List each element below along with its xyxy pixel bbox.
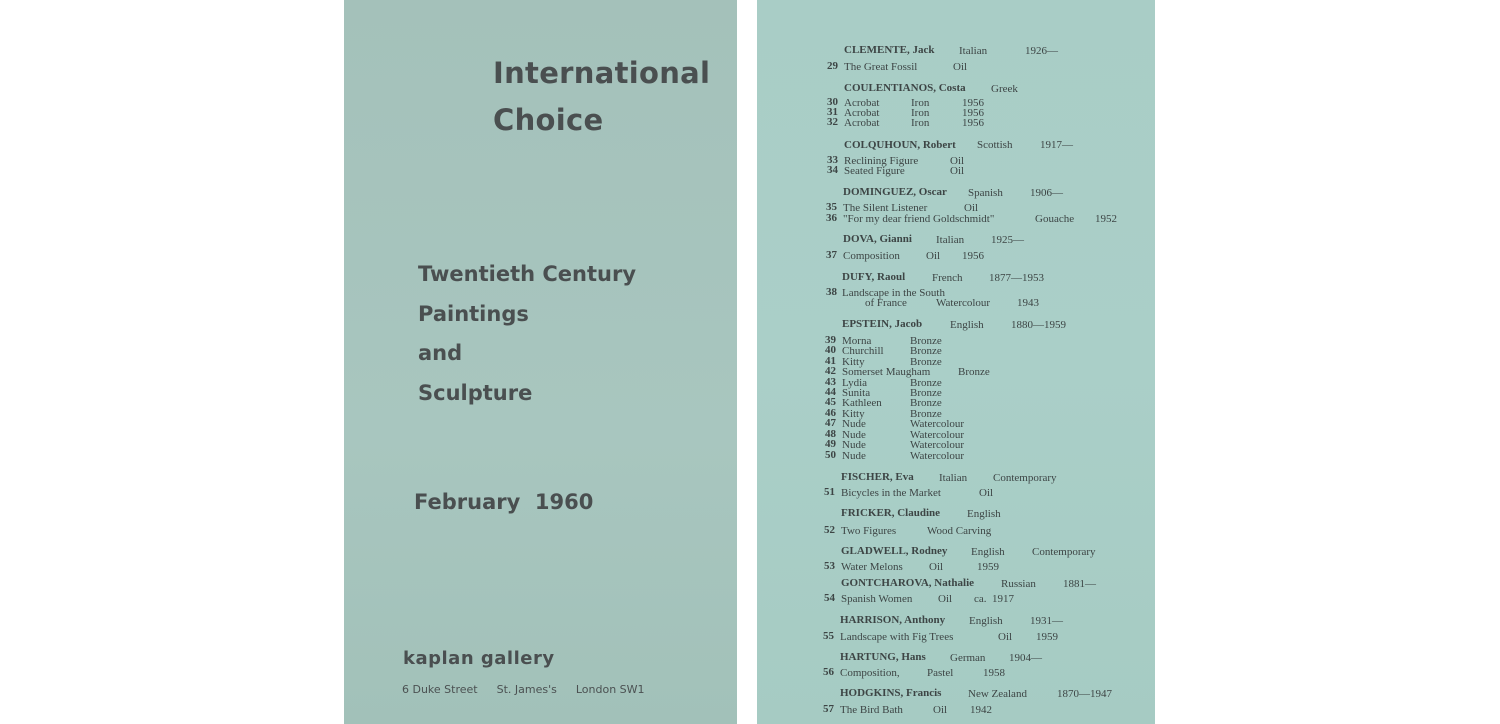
work-title: Kathleen [842,397,882,409]
work-title: Acrobat [844,117,880,129]
artist-nationality: New Zealand [968,688,1027,700]
cover-subtitle-line3: and [418,341,463,365]
work-title: Nude [842,429,866,441]
work-medium: Oil [933,704,948,716]
artist-nationality: Spanish [968,187,1003,199]
work-number: 34 [827,164,838,176]
artist-name: GLADWELL, Rodney [841,545,948,557]
work-number: 36 [826,212,837,224]
address-city: London SW1 [575,683,645,696]
work-number: 31 [827,106,838,118]
work-medium: Oil [998,631,1013,643]
work-number: 41 [825,355,836,367]
artist-name: DOMINGUEZ, Oscar [843,186,947,198]
artist-nationality: English [969,615,1003,627]
work-year: 1959 [1036,631,1058,643]
cover-date: February 1960 [414,490,594,514]
work-year: 1958 [983,667,1005,679]
artist-name: DUFY, Raoul [842,271,906,283]
work-title: Bicycles in the Market [841,487,941,499]
work-medium: Watercolour [910,418,965,430]
work-title: Nude [842,439,866,451]
work-medium: Iron [911,117,930,129]
cover-title-line2: Choice [493,103,604,137]
work-title: Two Figures [841,525,897,537]
gallery-address [402,683,645,696]
artist-nationality: Italian [959,45,988,57]
work-title: Kitty [842,408,865,420]
work-medium: Watercolour [936,297,991,309]
artist-dates: 1904— [1009,652,1042,664]
work-year: 1959 [977,561,999,573]
work-number: 47 [825,417,836,429]
artist-name: CLEMENTE, Jack [844,44,935,56]
work-number: 42 [825,365,836,377]
cover-subtitle-line2: Paintings [418,302,529,326]
work-number: 50 [825,449,836,461]
work-title: Acrobat [844,107,880,119]
artist-dates: Contemporary [1032,546,1096,558]
work-title: Composition [843,250,900,262]
work-title: Landscape in the South [842,287,945,299]
artist-dates: 1917— [1040,139,1073,151]
work-medium: Oil [929,561,944,573]
work-medium: Oil [950,165,965,177]
work-title: Landscape with Fig Trees [840,631,954,643]
artist-name: HARTUNG, Hans [840,651,926,663]
artist-dates: 1880—1959 [1011,319,1066,331]
work-medium: Wood Carving [927,525,992,537]
artist-dates: 1877—1953 [989,272,1044,284]
work-number: 55 [823,630,834,642]
work-number: 35 [826,201,837,213]
work-title: Nude [842,418,866,430]
gallery-name: kaplan gallery [403,648,555,669]
work-number: 51 [824,486,835,498]
work-number: 56 [823,666,834,678]
work-medium: Bronze [910,397,942,409]
artist-nationality: Italian [936,234,965,246]
work-medium: Oil [926,250,941,262]
cover-title-line1: International [493,56,711,90]
work-title: Sunita [842,387,871,399]
artist-nationality: Scottish [977,139,1013,151]
artist-nationality: English [950,319,984,331]
work-medium: Bronze [910,345,942,357]
artist-nationality: French [932,272,963,284]
work-title: Water Melons [841,561,903,573]
work-title: Somerset Maugham [842,366,931,378]
work-number: 48 [825,428,836,440]
work-title: The Silent Listener [843,202,928,214]
cover-subtitle-line4: Sculpture [418,381,533,405]
work-year: ca. 1917 [974,593,1015,605]
work-number: 37 [826,249,837,261]
work-medium: Gouache [1035,213,1075,225]
work-medium: Bronze [910,387,942,399]
work-number: 40 [825,344,836,356]
work-year: 1943 [1017,297,1039,309]
work-medium: Oil [979,487,994,499]
work-title: The Bird Bath [840,704,903,716]
work-number: 53 [824,560,835,572]
work-medium: Iron [911,97,930,109]
work-title: Churchill [842,345,884,357]
work-medium: Bronze [910,356,942,368]
work-year: 1952 [1095,213,1117,225]
work-medium: Watercolour [910,450,965,462]
address-district: St. James's [496,683,557,696]
work-number: 32 [827,116,838,128]
work-number: 29 [827,60,838,72]
artist-name: DOVA, Gianni [843,233,912,245]
artist-name: FISCHER, Eva [841,471,914,483]
work-medium: Bronze [958,366,990,378]
artist-name: FRICKER, Claudine [841,507,941,519]
artist-name: HARRISON, Anthony [840,614,946,626]
cover-subtitle-line1: Twentieth Century [418,262,637,286]
work-title: Morna [842,335,872,347]
work-title: Acrobat [844,97,880,109]
artist-name: EPSTEIN, Jacob [842,318,923,330]
artist-dates: Contemporary [993,472,1057,484]
work-medium: Oil [953,61,968,73]
work-number: 44 [825,386,836,398]
work-medium: Oil [938,593,953,605]
work-year: 1956 [962,117,984,129]
work-number: 49 [825,438,836,450]
work-number: 45 [825,396,836,408]
work-year: 1956 [962,107,984,119]
artist-nationality: Greek [991,83,1018,95]
work-number: 57 [823,703,834,715]
work-year: 1956 [962,97,984,109]
work-title: "For my dear friend Goldschmidt" [843,213,995,225]
address-street: 6 Duke Street [402,683,478,696]
artist-nationality: English [971,546,1005,558]
artist-nationality: Italian [939,472,968,484]
artist-name: COLQUHOUN, Robert [844,139,956,151]
artist-dates: 1931— [1030,615,1063,627]
work-number: 46 [825,407,836,419]
work-medium: Oil [964,202,979,214]
work-number: 30 [827,96,838,108]
artist-nationality: German [950,652,986,664]
artist-name: COULENTIANOS, Costa [844,82,966,94]
artist-dates: 1881— [1063,578,1096,590]
work-year: 1942 [970,704,992,716]
work-title-continued: of France [865,297,907,309]
work-number: 39 [825,334,836,346]
catalogue-list-page [757,0,1155,724]
work-medium: Bronze [910,408,942,420]
artist-dates: 1925— [991,234,1024,246]
work-title: Lydia [842,377,868,389]
work-medium: Watercolour [910,429,965,441]
work-number: 38 [826,286,837,298]
work-title: Nude [842,450,866,462]
work-number: 43 [825,376,836,388]
work-number: 52 [824,524,835,536]
work-medium: Oil [950,155,965,167]
artist-dates: 1870—1947 [1057,688,1112,700]
artist-dates: 1906— [1030,187,1063,199]
artist-name: HODGKINS, Francis [840,687,942,699]
work-medium: Iron [911,107,930,119]
artist-name: GONTCHAROVA, Nathalie [841,577,975,589]
work-medium: Bronze [910,335,942,347]
catalogue-cover [344,0,737,724]
work-medium: Bronze [910,377,942,389]
work-medium: Pastel [927,667,954,679]
work-title: Spanish Women [841,593,913,605]
work-title: Kitty [842,356,865,368]
work-title: Composition, [840,667,900,679]
work-number: 33 [827,154,838,166]
work-title: The Great Fossil [844,61,918,73]
artist-nationality: Russian [1001,578,1036,590]
work-year: 1956 [962,250,984,262]
artist-nationality: English [967,508,1001,520]
artist-dates: 1926— [1025,45,1058,57]
work-title: Seated Figure [844,165,905,177]
work-title: Reclining Figure [844,155,919,167]
work-number: 54 [824,592,835,604]
work-medium: Watercolour [910,439,965,451]
